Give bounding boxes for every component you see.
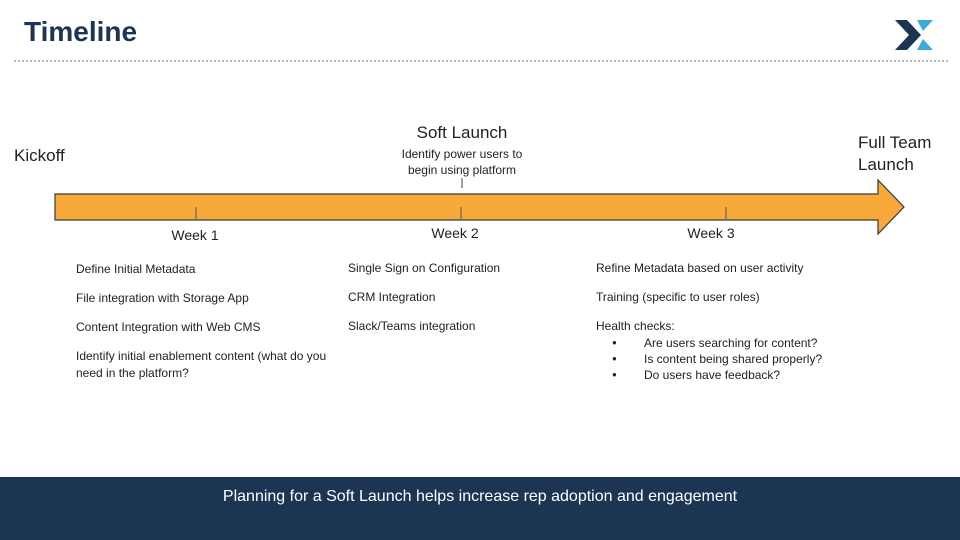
task-item: File integration with Storage App — [76, 291, 249, 305]
footer-message: Planning for a Soft Launch helps increase rep adoption and engagement — [222, 488, 738, 505]
footer-bar — [0, 477, 960, 540]
week-1-label: Week 1 — [171, 227, 219, 243]
task-item: CRM Integration — [348, 290, 436, 304]
health-check-item: ● Is content being shared properly? — [596, 351, 896, 367]
task-item: Identify initial enablement content (what do you need in the platform? — [76, 349, 327, 380]
task-item: Training (specific to user roles) — [596, 290, 760, 304]
health-check-item: ● Are users searching for content? — [596, 335, 896, 351]
health-checks-title: Health checks: — [596, 319, 675, 333]
task-item: Refine Metadata based on user activity — [596, 261, 804, 275]
task-item: Slack/Teams integration — [348, 319, 476, 333]
full-team-line: Launch — [858, 155, 914, 174]
week-3-tasks — [596, 260, 896, 383]
health-check-item: ● Do users have feedback? — [596, 367, 896, 383]
week-3-label: Week 3 — [687, 225, 735, 241]
page-title: Timeline — [24, 16, 138, 47]
week-2-tasks — [348, 260, 568, 347]
milestone-soft-launch: Soft Launch — [416, 123, 508, 142]
full-team-line: Full Team — [858, 133, 932, 152]
soft-launch-desc-line: Identify power users to — [401, 147, 523, 161]
milestone-kickoff: Kickoff — [14, 146, 65, 165]
health-checks-list — [596, 335, 896, 383]
task-item: Content Integration with Web CMS — [76, 320, 261, 334]
task-item: Define Initial Metadata — [76, 262, 196, 276]
week-1-tasks — [76, 261, 346, 394]
soft-launch-desc-line: begin using platform — [407, 163, 517, 177]
week-2-label: Week 2 — [431, 225, 479, 241]
task-item: Single Sign on Configuration — [348, 261, 501, 275]
